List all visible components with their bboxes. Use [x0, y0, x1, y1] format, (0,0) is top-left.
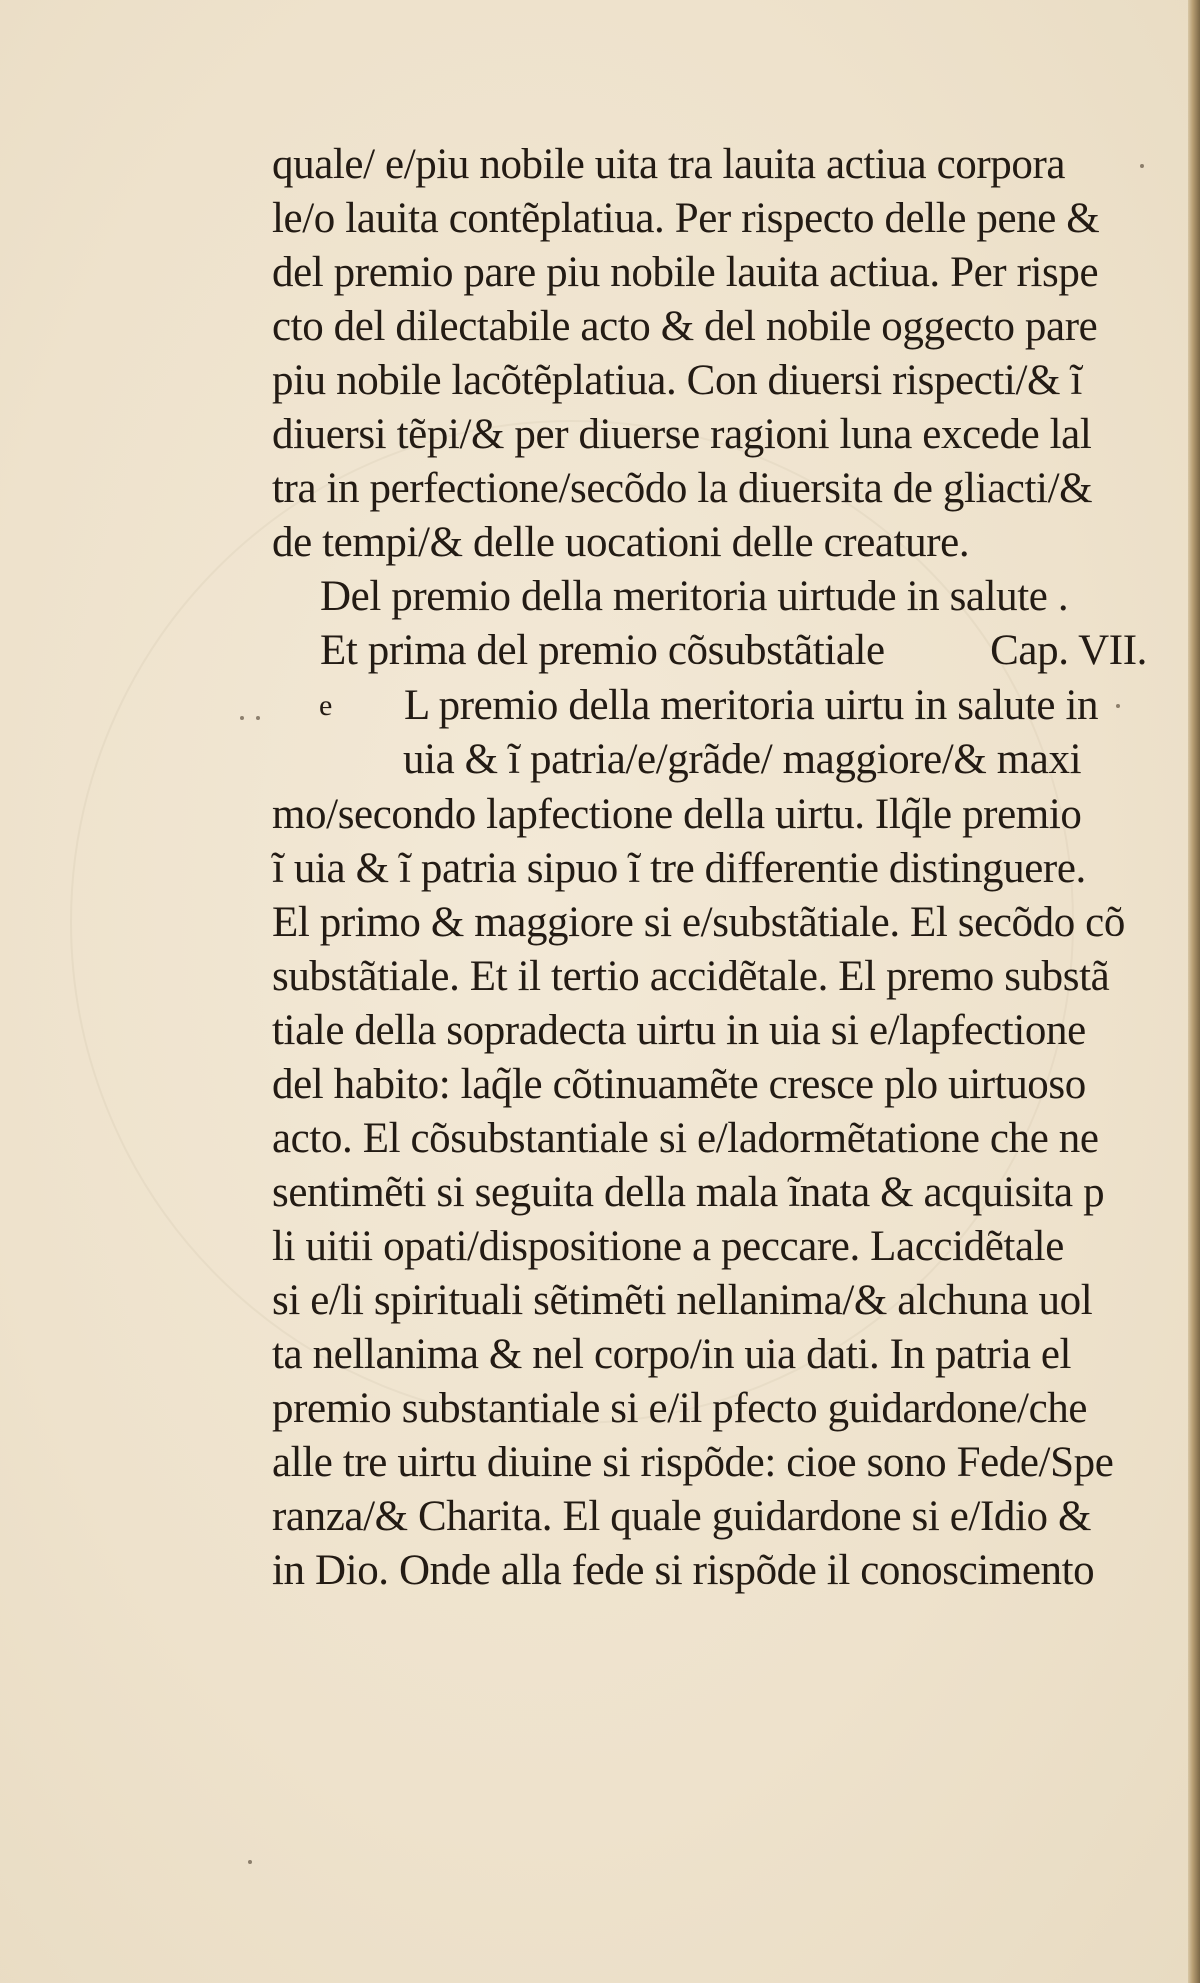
chapter-heading-line-2: [320, 624, 1147, 678]
text-line: tra in perfectione/secõdo la diuersita de gliacti/&: [272, 465, 1093, 512]
text-line: cto del dilectabile acto & del nobile oggecto pare: [272, 303, 1098, 350]
text-line: substãtiale. Et il tertio accidẽtale. El premo substã: [272, 953, 1110, 1000]
margin-mark: [240, 716, 244, 720]
text-line: ta nellanima & nel corpo/in uia dati. In patria el: [272, 1331, 1072, 1378]
text-line: in Dio. Onde alla fede si rispõde il conoscimento: [272, 1547, 1095, 1594]
text-line: alle tre uirtu diuine si rispõde: cioe sono Fede/Spe: [272, 1439, 1114, 1486]
text-line: li uitii opati/dispositione a peccare. Laccidẽtale: [272, 1223, 1064, 1270]
text-line: de tempi/& delle uocationi delle creature.: [272, 519, 970, 566]
text-line: del habito: laq̃le cõtinuamẽte cresce plo uirtuoso: [272, 1061, 1086, 1108]
margin-mark: [248, 1860, 252, 1864]
chapter-heading: Del premio della meritoria uirtude in salute .: [320, 573, 1069, 620]
text-line: quale/ e/piu nobile uita tra lauita actiua corpora: [272, 141, 1066, 188]
page-edge: [1188, 0, 1200, 1983]
chapter-heading-text: Et prima del premio cõsubstãtiale: [320, 627, 885, 674]
text-line: acto. El cõsubstantiale si e/ladormẽtatione che ne: [272, 1115, 1099, 1162]
text-line: mo/secondo lapfectione della uirtu. Ilq̃le premio: [272, 791, 1082, 838]
margin-mark: [1140, 164, 1144, 168]
margin-mark: [256, 716, 260, 720]
text-line: ĩ uia & ĩ patria sipuo ĩ tre differentie distinguere.: [272, 845, 1086, 892]
text-line: piu nobile lacõtẽplatiua. Con diuersi rispecti/& ĩ: [272, 357, 1082, 404]
text-line: sentimẽti si seguita della mala ĩnata & acquisita p: [272, 1169, 1105, 1216]
text-line: uia & ĩ patria/e/grãde/ maggiore/& maxi: [403, 736, 1082, 783]
text-line: si e/li spirituali sẽtimẽti nellanima/& alchuna uol: [272, 1277, 1093, 1324]
text-line: L premio della meritoria uirtu in salute in: [404, 682, 1099, 729]
chapter-number: Cap. VII.: [990, 627, 1147, 674]
text-line: premio substantiale si e/il pfecto guidardone/che: [272, 1385, 1088, 1432]
text-line: ranza/& Charita. El quale guidardone si e/Idio &: [272, 1493, 1092, 1540]
text-line: tiale della sopradecta uirtu in uia si e/lapfectione: [272, 1007, 1086, 1054]
text-line: diuersi tẽpi/& per diuerse ragioni luna excede lal: [272, 411, 1092, 458]
text-line: El primo & maggiore si e/substãtiale. El secõdo cõ: [272, 899, 1125, 946]
text-line: del premio pare piu nobile lauita actiua. Per rispe: [272, 249, 1099, 296]
guide-letter: e: [319, 689, 333, 722]
text-line: le/o lauita contẽplatiua. Per rispecto delle pene &: [272, 195, 1100, 242]
margin-mark: [1116, 704, 1120, 708]
